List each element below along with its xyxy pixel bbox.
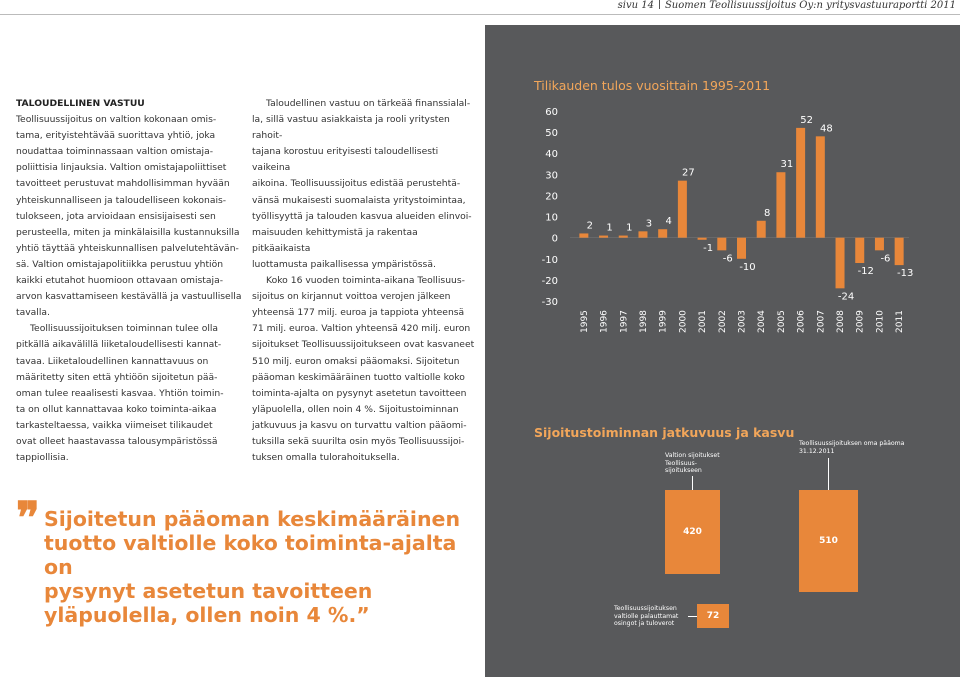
text-line: vänsä mukaisesti suomalaista yritystoimintaa,: [252, 194, 466, 206]
x-tick-label: 1997: [619, 310, 630, 333]
text-line: yhteensä 177 milj. euroa ja tappiota yhteensä: [252, 307, 465, 319]
text-line: Taloudellinen vastuu on tärkeää finanssialal-: [266, 98, 471, 109]
text-line: tajana korostuu erityisesti taloudellisesti vaikeina: [252, 146, 439, 174]
text-line: yhteiskunnalliseen ja taloudelliseen kokonais-: [16, 194, 227, 206]
text-line: pääoman keskimääräinen tuotto valtiolle koko: [252, 371, 465, 383]
bar: [737, 238, 746, 259]
text-line: tuksilla sekä suurilta osin myös Teollisuussijoi-: [252, 435, 465, 447]
bar: [678, 181, 687, 238]
y-tick-label: 40: [545, 149, 558, 161]
text-line: aikoina. Teollisuussijoitus edistää perustehtä-: [252, 178, 461, 190]
bar-value-label: -24: [837, 291, 855, 303]
bar: [855, 238, 864, 263]
bar: [698, 238, 707, 240]
quote-line: yläpuolella, ollen noin 4 %.”: [44, 603, 370, 627]
text-line: la, sillä vastuu asiakkaista ja rooli yritysten rahoit-: [252, 114, 450, 142]
x-tick-label: 2003: [737, 310, 748, 333]
text-line: Teollisuussijoitus on valtion kokonaan omis-: [16, 114, 217, 126]
state-investments-label: Valtion sijoitukset Teollisuus-sijoitukseen: [665, 452, 720, 475]
text-line: kaikki etutahot huomioon ottavaan omistaja-: [16, 275, 224, 287]
text-line: tarkasteltaessa, vaikka viimeiset tilikaudet: [16, 419, 213, 431]
left-text-column: [16, 96, 254, 466]
quote-text: [44, 507, 474, 627]
bar-value-label: 3: [645, 218, 653, 230]
text-line: yhtiö täyttää yhteiskunnallisen palvelutehtävän-: [16, 242, 239, 254]
x-tick-label: 2006: [796, 310, 807, 333]
bar: [638, 231, 647, 237]
x-tick-label: 2005: [776, 310, 787, 333]
equity-bar: [799, 490, 858, 592]
bar: [836, 238, 845, 289]
page-number: sivu 14: [617, 0, 654, 11]
bar-value-label: -6: [880, 253, 891, 265]
bar-value-label: 48: [819, 123, 833, 135]
section-heading: TALOUDELLINEN VASTUU: [16, 98, 145, 109]
bar: [579, 233, 588, 237]
text-line: tavaa. Liiketaloudellinen kannattavuus on: [16, 355, 209, 367]
x-tick-label: 2008: [836, 310, 847, 333]
x-tick-label: 2000: [678, 310, 689, 333]
text-line: ta on ollut kannattavaa koko toiminta-aikaa: [16, 403, 217, 415]
bar-value-label: 1: [626, 222, 633, 234]
y-tick-label: -30: [541, 297, 558, 308]
bar-value-label: 27: [682, 167, 695, 179]
text-line: perusteella, miten ja minkälaisilla kustannuksilla: [16, 226, 240, 238]
report-title: Suomen Teollisuussijoitus Oy:n yritysvastuuraportti 2011: [664, 0, 956, 11]
text-line: poliittisia linjauksia. Valtion omistajapoliittiset: [16, 162, 227, 174]
x-tick-label: 2001: [698, 310, 709, 333]
header-separator: [659, 0, 660, 9]
text-line: luottamusta paikallisessa ympäristössä.: [252, 258, 436, 270]
bar-value-label: 1: [606, 222, 613, 234]
state-investments-value: 420: [683, 527, 702, 537]
bar: [599, 236, 608, 238]
bar-value-label: -12: [857, 266, 874, 277]
bar: [717, 238, 726, 251]
text-line: jatkuvuus ja kasvu on turvattu valtion pääomi-: [252, 419, 467, 431]
chart-title: Tilikauden tulos vuosittain 1995-2011: [534, 78, 771, 93]
bar: [796, 128, 805, 238]
text-line: sä. Valtion omistajapolitiikka perustuu yhtiön: [16, 258, 224, 270]
bar: [875, 238, 884, 251]
dividends-label-line: [688, 616, 697, 617]
bar-value-label: 8: [764, 207, 771, 219]
y-tick-label: 0: [551, 233, 558, 245]
text-line: maisuuden kehittymistä ja rakentaa pitkäaikaista: [252, 226, 418, 254]
y-tick-label: 50: [545, 128, 558, 140]
bar-value-label: -10: [739, 261, 756, 273]
text-line: Teollisuussijoituksen toiminnan tulee olla: [30, 323, 219, 335]
page-header: [0, 0, 960, 12]
equity-label: Teollisuussijoituksen oma pääoma 31.12.2011: [799, 440, 905, 455]
text-line: noudattaa toiminnassaan valtion omistaja-: [16, 146, 214, 158]
header-text: [618, 0, 956, 11]
x-tick-label: 2010: [875, 310, 886, 333]
bar-value-label: 52: [800, 114, 813, 126]
bar-value-label: -1: [703, 242, 714, 254]
text-line: tavoitteet perustuvat mahdollisimman hyvään: [16, 178, 230, 190]
bar: [816, 136, 825, 237]
right-text-column: [252, 96, 477, 466]
text-line: tulokseen, jota arvioidaan ensisijaisesti sen: [16, 210, 216, 222]
y-tick-label: 30: [545, 170, 558, 182]
x-tick-label: 2004: [757, 310, 768, 333]
text-line: oman tulee reaalisesti kasvaa. Yhtiön toimin-: [16, 387, 224, 399]
text-line: työllisyyttä ja talouden kasvua alueiden elinvoi-: [252, 210, 472, 222]
text-line: 71 milj. euroa. Valtion yhteensä 420 milj. euron: [252, 323, 471, 335]
bar-value-label: -6: [722, 253, 733, 265]
x-tick-label: 1998: [638, 310, 649, 333]
text-line: ovat olleet haastavassa talousympäristössä: [16, 435, 218, 447]
equity-label-line: [828, 458, 829, 490]
x-tick-label: 2009: [855, 310, 866, 333]
text-line: sijoitukset Teollisuussijoitukseen ovat kasvaneet: [252, 339, 475, 351]
quote-line: tuotto valtiolle koko toiminta-ajalta on: [44, 531, 457, 579]
text-line: tama, erityistehtävää suorittava yhtiö, joka: [16, 130, 216, 142]
bar: [895, 238, 904, 265]
bar-value-label: 31: [780, 159, 794, 171]
bar: [757, 221, 766, 238]
text-line: Koko 16 vuoden toiminta-aikana Teollisuus-: [266, 275, 465, 287]
profit-bar-chart: [534, 100, 914, 340]
state-label-line: [692, 476, 693, 490]
quote-line: Sijoitetun pääoman keskimääräinen: [44, 507, 461, 531]
header-divider: [0, 14, 960, 15]
x-tick-label: 1996: [599, 310, 610, 333]
y-tick-label: 10: [545, 212, 558, 224]
text-line: määritetty siten että yhtiöön sijoitetun pää-: [16, 371, 218, 383]
text-line: toiminta-ajalta on pysynyt asetetun tavoitteen: [252, 387, 467, 399]
x-tick-label: 2007: [816, 310, 827, 333]
dividends-bar: [697, 604, 729, 628]
x-tick-label: 1999: [658, 310, 669, 333]
bar: [776, 172, 785, 237]
x-tick-label: 1995: [579, 310, 590, 333]
dividends-value: 72: [706, 611, 720, 621]
y-tick-label: 20: [545, 191, 558, 203]
continuity-title: Sijoitustoiminnan jatkuvuus ja kasvu: [534, 425, 795, 440]
text-line: 510 milj. euron omaksi pääomaksi. Sijoitetun: [252, 355, 460, 367]
bar: [658, 229, 667, 237]
text-line: pitkällä aikavälillä liiketaloudellisesti kannat-: [16, 339, 222, 351]
bar-value-label: 2: [586, 220, 594, 232]
text-line: tuksen omalla tulorahoituksella.: [252, 452, 400, 464]
text-line: sijoitus on kirjannut voittoa verojen jälkeen: [252, 291, 451, 303]
y-tick-label: 60: [545, 107, 558, 118]
y-tick-label: -20: [541, 275, 558, 287]
equity-value: 510: [819, 536, 838, 546]
text-line: tappiollisia.: [16, 452, 69, 464]
dividends-label: Teollisuussijoituksen valtiolle palauttamat osingot ja tuloverot: [614, 605, 679, 628]
y-tick-label: -10: [541, 254, 558, 266]
text-line: tavalla.: [16, 307, 50, 319]
state-investments-bar: [665, 490, 720, 574]
x-tick-label: 2002: [717, 310, 728, 333]
quote-mark-icon: ❞: [16, 493, 40, 544]
bar-value-label: -13: [896, 268, 914, 280]
x-tick-label: 2011: [895, 310, 906, 333]
quote-line: pysynyt asetetun tavoitteen: [44, 579, 373, 603]
bar: [619, 236, 628, 238]
text-line: yläpuolella, ollen noin 4 %. Sijoitustoiminnan: [252, 403, 459, 415]
text-line: arvon kasvattamiseen kestävällä ja vastuullisella: [16, 291, 242, 303]
bar-value-label: 4: [665, 216, 672, 228]
